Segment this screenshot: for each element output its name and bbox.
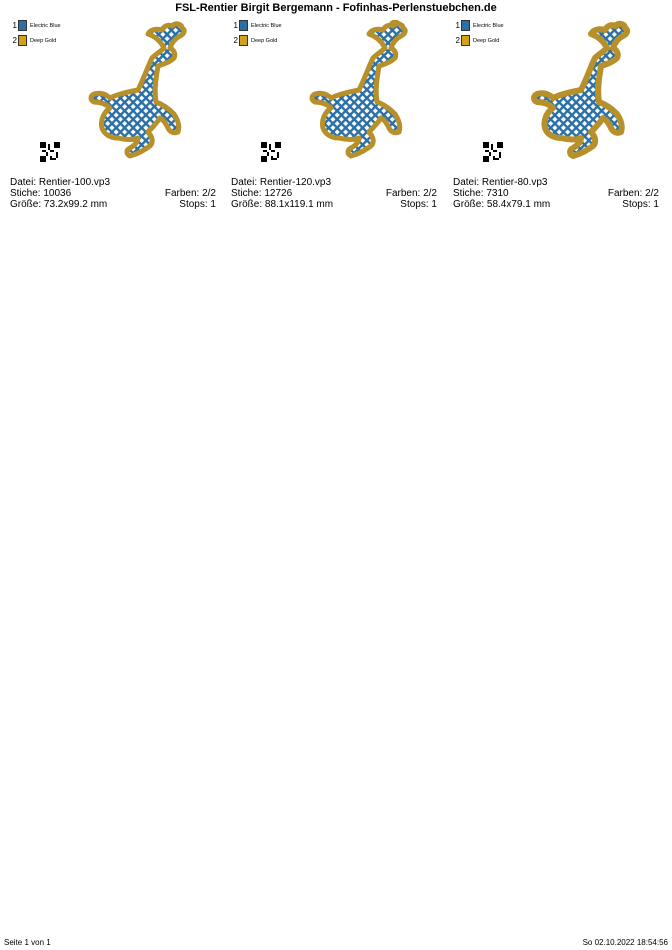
legend-row	[231, 33, 282, 48]
legend-row	[453, 18, 504, 33]
reindeer-embroidery-image	[78, 20, 198, 170]
page-title: FSL-Rentier Birgit Bergemann - Fofinhas-Perlenstuebchen.de	[175, 2, 497, 14]
legend-number: 2	[455, 36, 460, 45]
stop-count: Stops: 1	[400, 199, 437, 210]
color-name: Deep Gold	[30, 37, 57, 44]
legend-row	[231, 18, 282, 33]
qr-code-icon	[40, 142, 60, 162]
legend-number: 1	[455, 21, 460, 30]
color-swatch	[239, 20, 248, 31]
page-number: Seite 1 von 1	[4, 938, 51, 947]
legend-number: 2	[233, 36, 238, 45]
color-count: Farben: 2/2	[385, 188, 437, 199]
color-swatch	[18, 35, 27, 46]
color-name: Electric Blue	[473, 22, 504, 29]
design-info	[453, 177, 659, 210]
legend-number: 1	[233, 21, 238, 30]
legend-number: 1	[12, 21, 17, 30]
reindeer-embroidery-image	[521, 20, 641, 170]
legend-row	[453, 33, 504, 48]
color-legend	[453, 18, 504, 48]
stop-count: Stops: 1	[179, 199, 216, 210]
design-info	[231, 177, 437, 210]
color-swatch	[461, 35, 470, 46]
color-name: Deep Gold	[473, 37, 500, 44]
design-size: Größe: 73.2x99.2 mm	[10, 199, 108, 210]
color-name: Electric Blue	[251, 22, 282, 29]
file-name: Datei: Rentier-120.vp3	[231, 177, 332, 188]
file-name: Datei: Rentier-100.vp3	[10, 177, 111, 188]
design-card	[10, 18, 216, 214]
qr-code-icon	[483, 142, 503, 162]
color-legend	[10, 18, 61, 48]
stitch-count: Stiche: 7310	[453, 188, 509, 199]
stitch-count: Stiche: 10036	[10, 188, 72, 199]
color-swatch	[18, 20, 27, 31]
legend-row	[10, 33, 61, 48]
design-size: Größe: 58.4x79.1 mm	[453, 199, 551, 210]
legend-number: 2	[12, 36, 17, 45]
design-size: Größe: 88.1x119.1 mm	[231, 199, 334, 210]
file-name: Datei: Rentier-80.vp3	[453, 177, 548, 188]
color-name: Electric Blue	[30, 22, 61, 29]
qr-code-icon	[261, 142, 281, 162]
color-swatch	[239, 35, 248, 46]
print-timestamp: So 02.10.2022 18:54:56	[582, 938, 668, 947]
color-swatch	[461, 20, 470, 31]
color-count: Farben: 2/2	[607, 188, 659, 199]
color-legend	[231, 18, 282, 48]
color-count: Farben: 2/2	[164, 188, 216, 199]
design-card	[231, 18, 437, 214]
design-info	[10, 177, 216, 210]
reindeer-embroidery-image	[299, 20, 419, 170]
color-name: Deep Gold	[251, 37, 278, 44]
legend-row	[10, 18, 61, 33]
stitch-count: Stiche: 12726	[231, 188, 293, 199]
design-card	[453, 18, 659, 214]
stop-count: Stops: 1	[622, 199, 659, 210]
